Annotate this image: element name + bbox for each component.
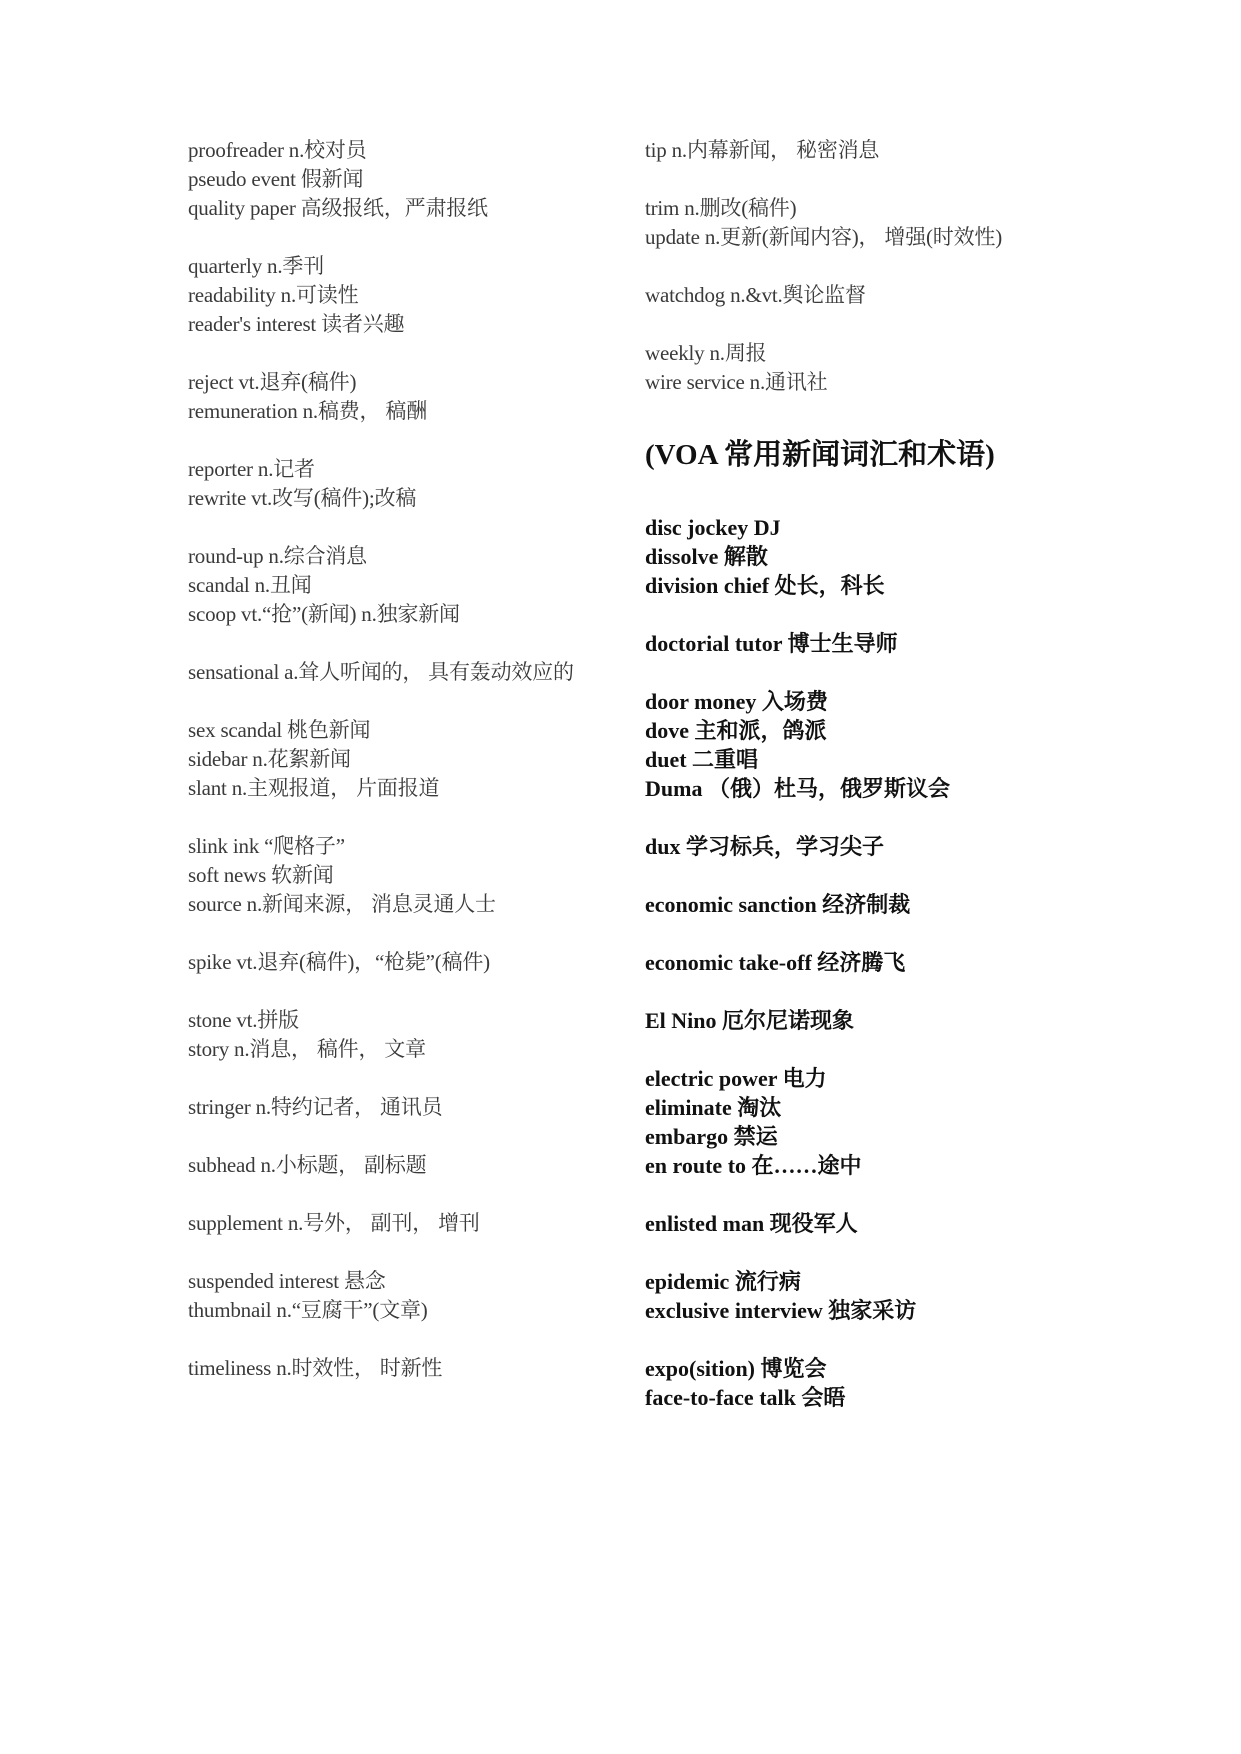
glossary-entry: source n.新闻来源， 消息灵通人士 xyxy=(188,892,496,916)
term-entry: epidemic 流行病 xyxy=(645,1269,801,1294)
glossary-entry: thumbnail n.“豆腐干”(文章) xyxy=(188,1298,428,1322)
glossary-entry: slant n.主观报道， 片面报道 xyxy=(188,776,440,800)
glossary-entry: stringer n.特约记者， 通讯员 xyxy=(188,1095,443,1119)
glossary-entry: reporter n.记者 xyxy=(188,457,315,481)
glossary-entry: quality paper 高级报纸，严肃报纸 xyxy=(188,196,488,220)
glossary-entry: suspended interest 悬念 xyxy=(188,1269,386,1293)
term-entry: division chief 处长，科长 xyxy=(645,573,885,598)
glossary-entry: rewrite vt.改写(稿件);改稿 xyxy=(188,486,417,510)
term-entry: electric power 电力 xyxy=(645,1066,827,1091)
glossary-entry: sensational a.耸人听闻的， 具有轰动效应的 xyxy=(188,660,574,684)
term-entry: duet 二重唱 xyxy=(645,747,759,772)
glossary-entry: scandal n.丑闻 xyxy=(188,573,312,597)
glossary-entry: trim n.删改(稿件) xyxy=(645,196,797,220)
glossary-entry: sidebar n.花絮新闻 xyxy=(188,747,351,771)
term-entry: eliminate 淘汰 xyxy=(645,1095,782,1120)
term-entry: en route to 在……途中 xyxy=(645,1153,862,1178)
glossary-entry: weekly n.周报 xyxy=(645,341,767,365)
term-entry: embargo 禁运 xyxy=(645,1124,778,1149)
glossary-entry: quarterly n.季刊 xyxy=(188,254,324,278)
glossary-entry: update n.更新(新闻内容)， 增强(时效性) xyxy=(645,225,1002,249)
term-entry: Duma （俄）杜马，俄罗斯议会 xyxy=(645,776,950,801)
glossary-entry: story n.消息， 稿件， 文章 xyxy=(188,1037,426,1061)
glossary-entry: scoop vt.“抢”(新闻) n.独家新闻 xyxy=(188,602,460,626)
glossary-entry: soft news 软新闻 xyxy=(188,863,334,887)
glossary-entry: remuneration n.稿费， 稿酬 xyxy=(188,399,428,423)
term-entry: door money 入场费 xyxy=(645,689,828,714)
glossary-entry: stone vt.拼版 xyxy=(188,1008,299,1032)
term-entry: enlisted man 现役军人 xyxy=(645,1211,858,1236)
section-heading: (VOA 常用新闻词汇和术语) xyxy=(645,439,995,471)
term-entry: El Nino 厄尔尼诺现象 xyxy=(645,1008,855,1033)
glossary-entry: reject vt.退弃(稿件) xyxy=(188,370,357,394)
glossary-entry: watchdog n.&vt.舆论监督 xyxy=(645,283,866,307)
term-entry: expo(sition) 博览会 xyxy=(645,1356,827,1381)
glossary-entry: reader's interest 读者兴趣 xyxy=(188,312,405,336)
glossary-entry: wire service n.通讯社 xyxy=(645,370,828,394)
term-entry: face-to-face talk 会晤 xyxy=(645,1385,846,1410)
glossary-entry: supplement n.号外， 副刊， 增刊 xyxy=(188,1211,480,1235)
term-entry: exclusive interview 独家采访 xyxy=(645,1298,917,1323)
term-entry: dissolve 解散 xyxy=(645,544,768,569)
term-entry: dux 学习标兵，学习尖子 xyxy=(645,834,884,859)
glossary-entry: slink ink “爬格子” xyxy=(188,834,345,858)
glossary-entry: proofreader n.校对员 xyxy=(188,138,367,162)
term-entry: dove 主和派，鸽派 xyxy=(645,718,827,743)
glossary-entry: readability n.可读性 xyxy=(188,283,359,307)
glossary-entry: tip n.内幕新闻， 秘密消息 xyxy=(645,138,880,162)
term-entry: doctorial tutor 博士生导师 xyxy=(645,631,898,656)
term-entry: economic sanction 经济制裁 xyxy=(645,892,911,917)
glossary-entry: timeliness n.时效性， 时新性 xyxy=(188,1356,443,1380)
glossary-entry: pseudo event 假新闻 xyxy=(188,167,364,191)
term-entry: economic take-off 经济腾飞 xyxy=(645,950,906,975)
glossary-entry: round-up n.综合消息 xyxy=(188,544,367,568)
term-entry: disc jockey DJ xyxy=(645,515,781,540)
glossary-entry: subhead n.小标题， 副标题 xyxy=(188,1153,427,1177)
glossary-entry: spike vt.退弃(稿件)，“枪毙”(稿件) xyxy=(188,950,490,974)
glossary-entry: sex scandal 桃色新闻 xyxy=(188,718,371,742)
